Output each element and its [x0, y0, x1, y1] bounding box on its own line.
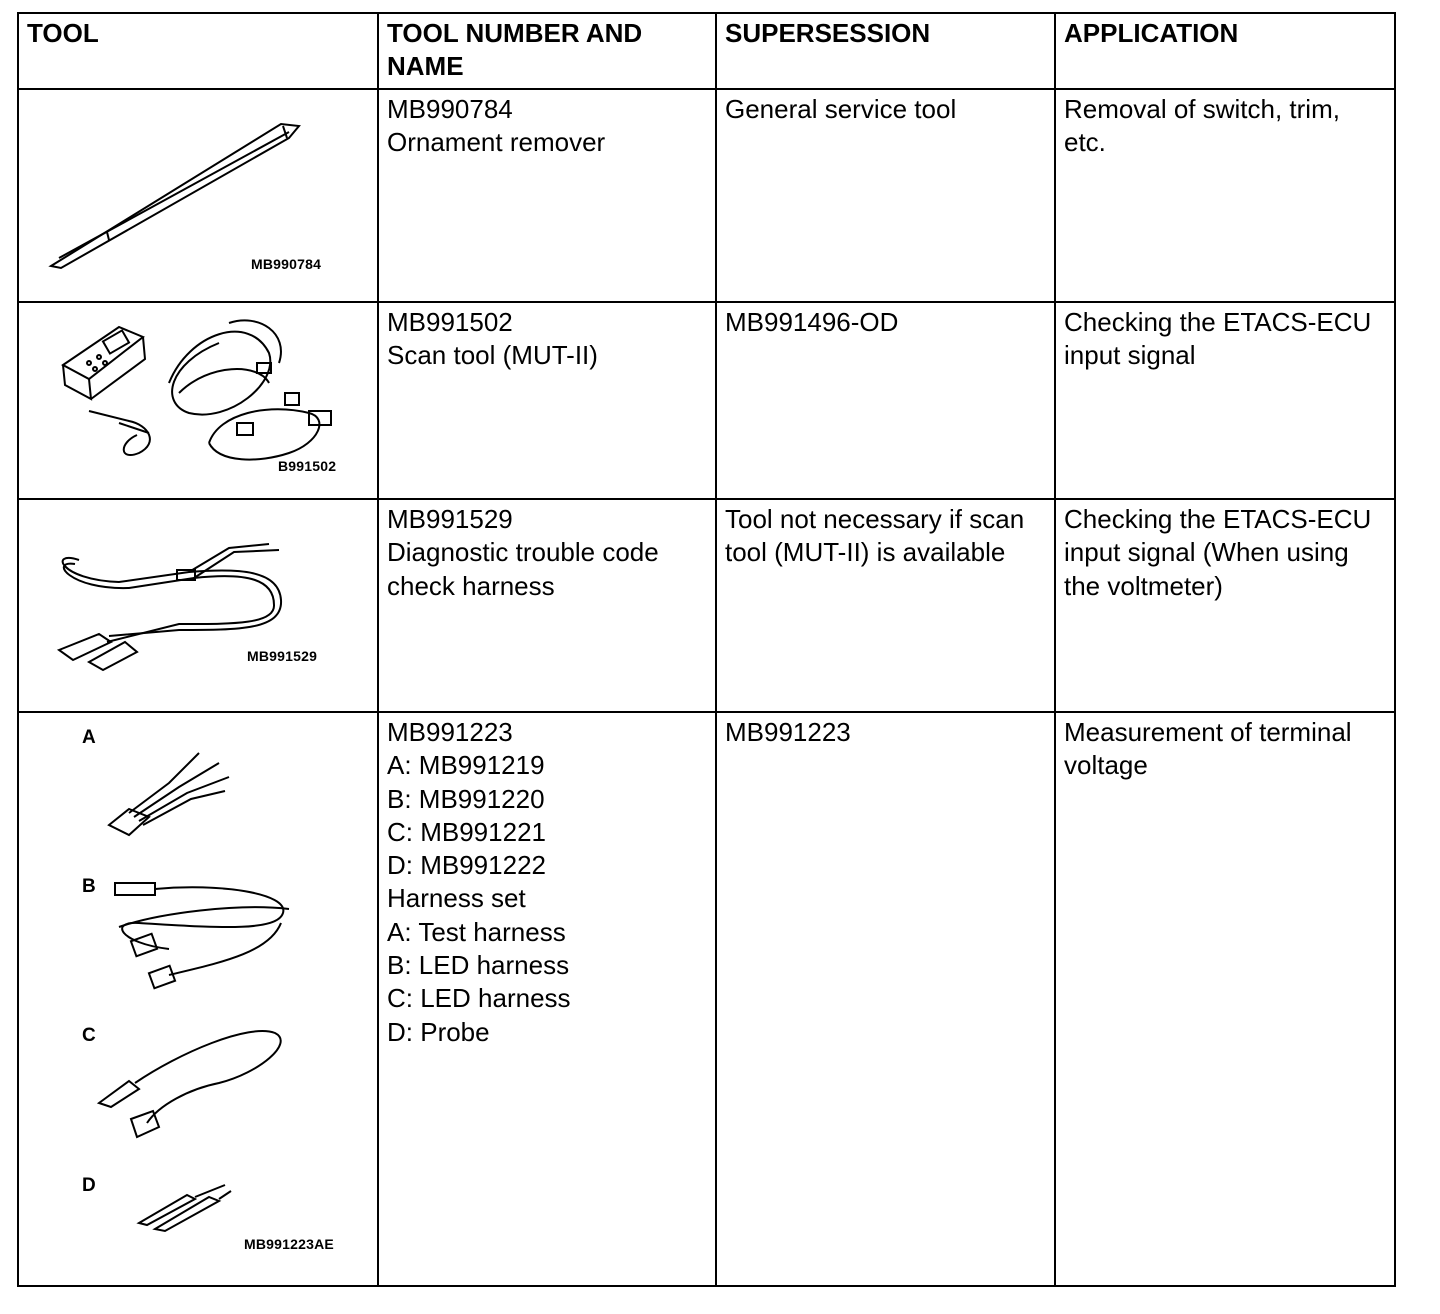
application-cell: Checking the ETACS-ECU input signal (When using the voltmeter) [1055, 499, 1395, 712]
tool-name: Scan tool (MUT-II) [387, 340, 598, 371]
application-cell: Checking the ETACS-ECU input signal [1055, 302, 1395, 499]
tool-image-cell [18, 499, 378, 712]
check-harness-illustration [19, 500, 379, 713]
sub-tool-number: C: MB991221 [387, 816, 546, 847]
tool-image-caption: B991502 [278, 458, 337, 474]
tool-number-name-cell [378, 89, 716, 302]
illustration-letter: D [82, 1175, 96, 1196]
ornament-remover-illustration [19, 90, 379, 303]
special-tools-table [17, 12, 1396, 1287]
sub-tool-name: D: Probe [387, 1016, 490, 1047]
tool-name: Ornament remover [387, 127, 606, 158]
tool-number: MB991223 [387, 717, 513, 747]
tool-image-caption: MB991529 [247, 648, 318, 664]
sub-tool-number: B: MB991220 [387, 783, 545, 814]
supersession-cell: Tool not necessary if scan tool (MUT-II) is available [716, 499, 1055, 712]
tool-name-line: check harness [387, 570, 555, 601]
table-row [18, 302, 1395, 499]
header-supersession: SUPERSESSION [716, 13, 1055, 89]
sub-tool-number: D: MB991222 [387, 850, 546, 881]
application-cell: Removal of switch, trim, etc. [1055, 89, 1395, 302]
tool-image-cell [18, 712, 378, 1286]
tool-number: MB991529 [387, 504, 513, 534]
header-tool: TOOL [18, 13, 378, 89]
table-row [18, 712, 1395, 1286]
header-row [18, 13, 1395, 89]
application-cell: Measurement of terminal voltage [1055, 712, 1395, 1286]
header-tool-number-and-name: TOOL NUMBER AND NAME [378, 13, 716, 89]
tool-image-cell [18, 302, 378, 499]
tool-number-name-cell [378, 712, 716, 1286]
supersession-cell: MB991496-OD [716, 302, 1055, 499]
tool-name: Harness set [387, 883, 526, 914]
sub-tool-number: A: MB991219 [387, 750, 545, 781]
tool-number-name-cell [378, 499, 716, 712]
supersession-cell: General service tool [716, 89, 1055, 302]
table-row [18, 499, 1395, 712]
tool-image-caption: MB991223AE [244, 1236, 334, 1252]
tool-image-cell [18, 89, 378, 302]
header-application: APPLICATION [1055, 13, 1395, 89]
tool-image-caption: MB990784 [251, 256, 322, 272]
harness-set-illustration [19, 713, 379, 1287]
sub-tool-name: C: LED harness [387, 983, 571, 1014]
tool-number: MB990784 [387, 94, 513, 124]
sub-tool-name: B: LED harness [387, 950, 570, 981]
tool-name-line: Diagnostic trouble code [387, 537, 659, 568]
illustration-letter: A [82, 727, 96, 748]
supersession-cell: MB991223 [716, 712, 1055, 1286]
tool-number: MB991502 [387, 307, 513, 337]
tool-number-name-cell [378, 302, 716, 499]
illustration-letter: C [82, 1025, 96, 1046]
table-row [18, 89, 1395, 302]
illustration-letter: B [82, 876, 96, 897]
sub-tool-name: A: Test harness [387, 916, 566, 947]
